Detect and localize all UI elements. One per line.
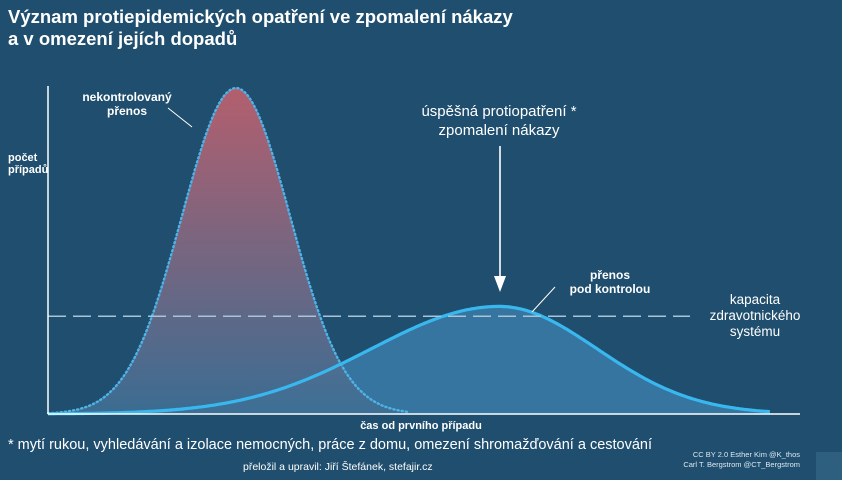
title-line-2: a v omezení jejích dopadů [8, 28, 238, 49]
x-axis-label: čas od prvního případu [360, 420, 482, 432]
translation-credit: přeložil a upravil: Jiří Štefánek, stefajir.cz [243, 461, 433, 473]
annotation-measures [370, 102, 628, 140]
measures-arrow-head [494, 276, 506, 292]
annotation-uncontrolled [60, 90, 194, 118]
annotation-measures-line-1: úspěšná protiopatření * [421, 103, 577, 120]
annotation-uncontrolled-line-2: přenos [106, 104, 147, 118]
annotation-controlled [540, 268, 680, 296]
license-credit [600, 450, 800, 470]
annotation-capacity-line-2: zdravotnického [709, 308, 801, 323]
footnote: * mytí rukou, vyhledávání a izolace nemocných, práce z domu, omezení shromažďování a cestování [8, 437, 653, 453]
y-axis-label [8, 152, 48, 176]
title-line-1: Význam protiepidemických opatření ve zpomalení nákazy [8, 6, 513, 27]
license-credit-line-2: Carl T. Bergstrom @CT_Bergstrom [683, 460, 800, 469]
annotation-capacity [690, 292, 820, 340]
annotation-controlled-line-1: přenos [589, 268, 630, 282]
annotation-capacity-line-1: kapacita [729, 292, 781, 307]
annotation-capacity-line-3: systému [729, 324, 781, 339]
annotation-controlled-line-2: pod kontrolou [569, 282, 651, 296]
y-axis-label-line-1: počet [8, 152, 38, 164]
annotation-measures-line-2: zpomalení nákazy [438, 122, 560, 139]
y-axis-label-line-2: případů [8, 164, 49, 176]
corner-logo [816, 452, 842, 480]
license-credit-line-1: CC BY 2.0 Esther Kim @K_thos [692, 450, 800, 459]
annotation-uncontrolled-line-1: nekontrolovaný [82, 90, 172, 104]
